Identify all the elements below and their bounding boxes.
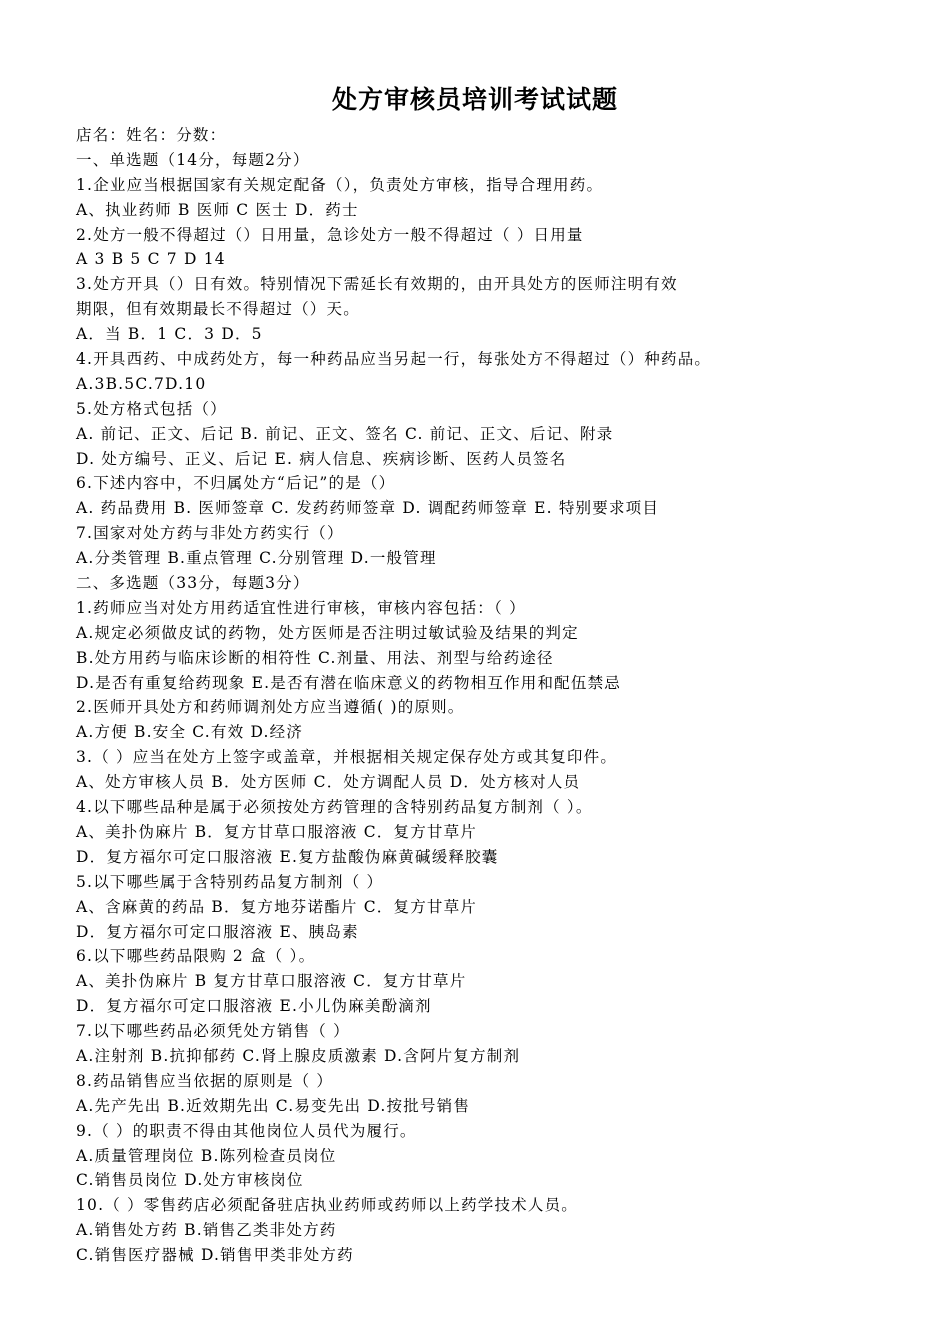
text-line: 期限，但有效期最长不得超过（）天。 (76, 300, 360, 319)
text-line: 店名：姓名：分数： (76, 126, 227, 144)
text-line: A.分类管理 B.重点管理 C.分别管理 D.一般管理 (76, 549, 437, 568)
text-line: 10.（ ）零售药店必须配备驻店执业药师或药师以上药学技术人员。 (76, 1196, 578, 1215)
text-line: A.3B.5C.7D.10 (76, 374, 207, 393)
text-line: A、美扑伪麻片 B．复方甘草口服溶液 C．复方甘草片 (76, 822, 477, 841)
text-line: 9.（ ）的职责不得由其他岗位人员代为履行。 (76, 1121, 417, 1140)
text-line: 2.医师开具处方和药师调剂处方应当遵循( )的原则。 (76, 698, 465, 717)
text-line: A. 前记、正文、后记 B. 前记、正文、签名 C. 前记、正文、后记、附录 (76, 424, 614, 443)
text-line: 3.（ ）应当在处方上签字或盖章，并根据相关规定保存处方或其复印件。 (76, 748, 618, 767)
text-line: 3.处方开具（）日有效。特别情况下需延长有效期的，由开具处方的医师注明有效 (76, 275, 678, 294)
text-line: C.销售员岗位 D.处方审核岗位 (76, 1171, 304, 1190)
text-line: D. 处方编号、正义、后记 E. 病人信息、疾病诊断、医药人员签名 (76, 449, 567, 468)
text-line: A.方便 B.安全 C.有效 D.经济 (76, 723, 304, 742)
text-line: A.质量管理岗位 B.陈列检查员岗位 (76, 1146, 337, 1165)
text-line: A.规定必须做皮试的药物，处方医师是否注明过敏试验及结果的判定 (76, 623, 579, 642)
exam-content (76, 123, 936, 1268)
text-line: A、处方审核人员 B．处方医师 C．处方调配人员 D．处方核对人员 (76, 773, 581, 792)
text-line: A.注射剂 B.抗抑郁药 C.肾上腺皮质激素 D.含阿片复方制剂 (76, 1046, 521, 1065)
text-line: 4.以下哪些品种是属于必须按处方药管理的含特别药品复方制剂（ ）。 (76, 798, 593, 817)
text-line: 4.开具西药、中成药处方，每一种药品应当另起一行，每张处方不得超过（）种药品。 (76, 350, 712, 369)
text-line: D.是否有重复给药现象 E.是否有潜在临床意义的药物相互作用和配伍禁忌 (76, 673, 621, 692)
text-line: B.处方用药与临床诊断的相符性 C.剂量、用法、剂型与给药途径 (76, 648, 554, 667)
text-line: A. 药品费用 B. 医师签章 C. 发药药师签章 D. 调配药师签章 E. 特别要求项目 (76, 499, 660, 518)
text-line: D．复方福尔可定口服溶液 E、胰岛素 (76, 922, 359, 941)
text-line: 2.处方一般不得超过（）日用量，急诊处方一般不得超过（ ）日用量 (76, 225, 584, 244)
text-line: A、执业药师 B 医师 C 医士 D．药士 (76, 200, 359, 219)
text-line: 6.以下哪些药品限购 2 盒（ ）。 (76, 947, 316, 966)
text-line: A．当 B．1 C．3 D．5 (76, 325, 263, 344)
text-line: 1.药师应当对处方用药适宜性进行审核，审核内容包括：（ ） (76, 598, 526, 617)
text-line: C.销售医疗器械 D.销售甲类非处方药 (76, 1246, 354, 1265)
text-line: 一、单选题（14分，每题2分） (76, 150, 310, 169)
text-line: 7.以下哪些药品必须凭处方销售（ ） (76, 1022, 350, 1041)
text-line: 1.企业应当根据国家有关规定配备（），负责处方审核，指导合理用药。 (76, 175, 604, 194)
text-line: 5.以下哪些属于含特别药品复方制剂（ ） (76, 872, 384, 891)
text-line: 7.国家对处方药与非处方药实行（） (76, 524, 344, 543)
text-line: A、含麻黄的药品 B．复方地芬诺酯片 C．复方甘草片 (76, 897, 477, 916)
page-title: 处方审核员培训考试试题 (331, 85, 618, 114)
text-line: A 3 B 5 C 7 D 14 (76, 250, 226, 269)
text-line: 6.下述内容中，不归属处方“后记”的是（） (76, 474, 396, 493)
text-line: D．复方福尔可定口服溶液 E.复方盐酸伪麻黄碱缓释胶囊 (76, 847, 499, 866)
text-line: A.销售处方药 B.销售乙类非处方药 (76, 1221, 337, 1240)
text-line: 8.药品销售应当依据的原则是（ ） (76, 1071, 334, 1090)
text-line: A.先产先出 B.近效期先出 C.易变先出 D.按批号销售 (76, 1096, 471, 1115)
text-line: 二、多选题（33分，每题3分） (76, 574, 310, 593)
text-line: D．复方福尔可定口服溶液 E.小儿伪麻美酚滴剂 (76, 997, 432, 1016)
text-line: 5.处方格式包括（） (76, 399, 227, 418)
text-line: A、美扑伪麻片 B 复方甘草口服溶液 C．复方甘草片 (76, 972, 467, 991)
